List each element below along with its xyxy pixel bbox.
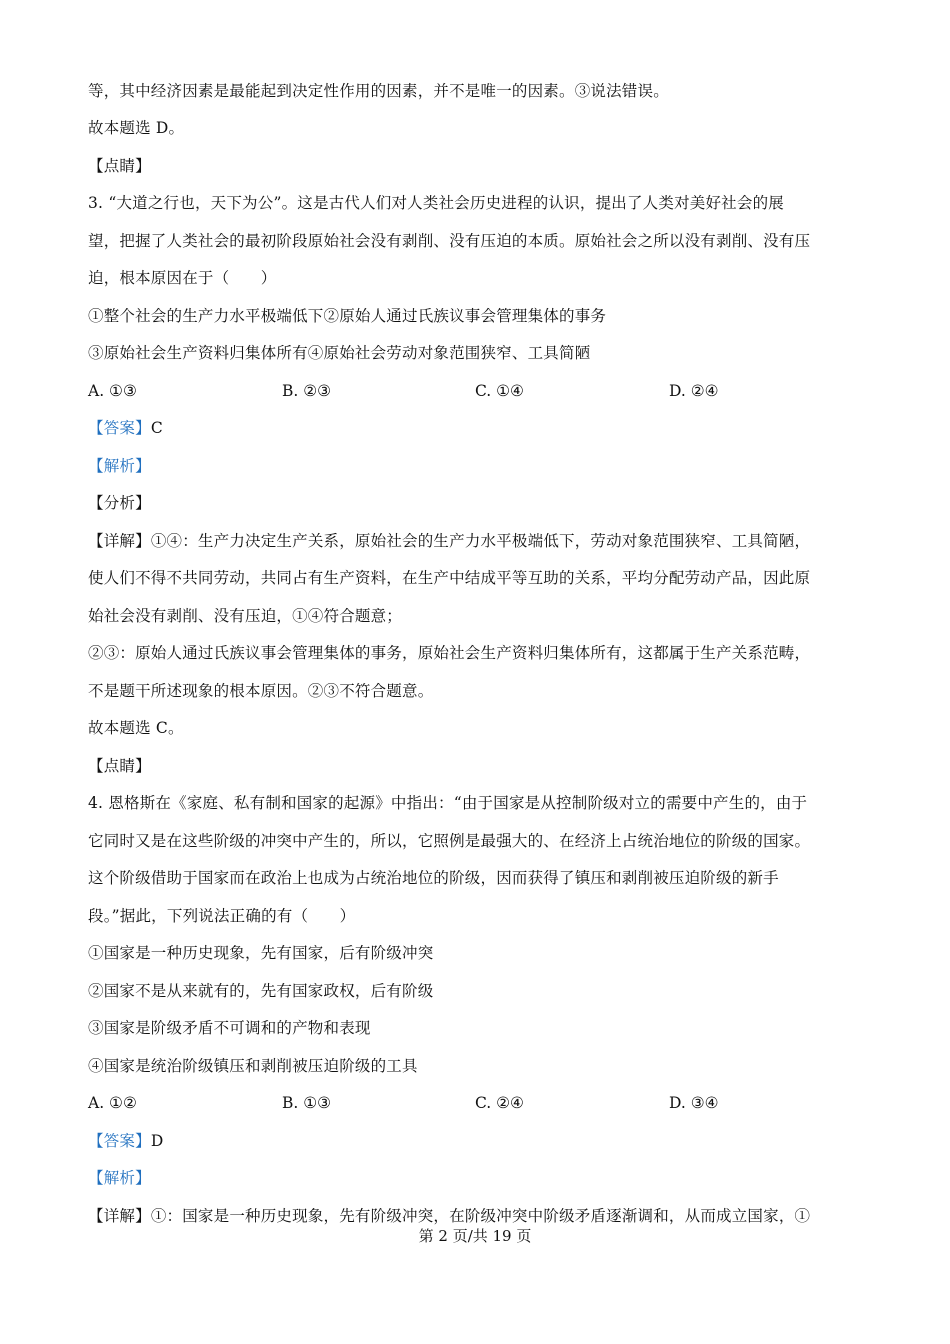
detail-text: 使人们不得不共同劳动，共同占有生产资料，在生产中结成平等互助的关系，平均分配劳动产品，因此原 bbox=[88, 569, 811, 587]
answer-tag: 【答案】 bbox=[88, 419, 151, 437]
fenxi-tag: 【分析】 bbox=[88, 494, 151, 512]
text-line: 故本题选 D。 bbox=[88, 119, 185, 137]
question-4-stem: 段。”据此，下列说法正确的有（ ） bbox=[88, 907, 356, 925]
option-b: B. ①③ bbox=[282, 1094, 332, 1112]
final-answer: 故本题选 C。 bbox=[88, 719, 184, 737]
question-3-stem: 3. “大道之行也，天下为公”。这是古代人们对人类社会历史进程的认识，提出了人类对美好社会的展 bbox=[88, 194, 784, 212]
question-3-stem: 望，把握了人类社会的最初阶段原始社会没有剥削、没有压迫的本质。原始社会之所以没有剥削、没有压 bbox=[88, 232, 811, 250]
detail-text: ①：国家是一种历史现象，先有阶级冲突，在阶级冲突中阶级矛盾逐渐调和，从而成立国家，① bbox=[150, 1207, 811, 1225]
answer-tag: 【答案】 bbox=[88, 1132, 151, 1150]
question-4-stem: 这个阶级借助于国家而在政治上也成为占统治地位的阶级，因而获得了镇压和剥削被压迫阶级的新手 bbox=[88, 869, 779, 887]
option-a: A. ①② bbox=[88, 1094, 137, 1112]
option-c: C. ②④ bbox=[475, 1094, 524, 1112]
answer-line bbox=[88, 417, 163, 439]
question-4-statement: ③国家是阶级矛盾不可调和的产物和表现 bbox=[88, 1019, 371, 1037]
detail-text: 始社会没有剥削、没有压迫，①④符合题意； bbox=[88, 607, 403, 625]
answer-value: C bbox=[150, 419, 163, 437]
question-4-stem: 4. 恩格斯在《家庭、私有制和国家的起源》中指出：“由于国家是从控制阶级对立的需要中产生的，由于 bbox=[88, 794, 808, 812]
detail-tag: 【详解】 bbox=[88, 532, 151, 550]
question-4-statement: ①国家是一种历史现象，先有国家，后有阶级冲突 bbox=[88, 944, 434, 962]
section-label-dianjing: 【点睛】 bbox=[88, 757, 151, 775]
option-b: B. ②③ bbox=[282, 382, 332, 400]
question-3-statement: ③原始社会生产资料归集体所有④原始社会劳动对象范围狭窄、工具简陋 bbox=[88, 344, 591, 362]
option-d: D. ②④ bbox=[669, 382, 719, 400]
analysis-tag: 【解析】 bbox=[88, 1169, 151, 1187]
question-4-statement: ②国家不是从来就有的，先有国家政权，后有阶级 bbox=[88, 982, 434, 1000]
question-3-stem: 迫，根本原因在于（ ） bbox=[88, 269, 277, 287]
question-4-statement: ④国家是统治阶级镇压和剥削被压迫阶级的工具 bbox=[88, 1057, 418, 1075]
question-3-statement: ①整个社会的生产力水平极端低下②原始人通过氏族议事会管理集体的事务 bbox=[88, 307, 607, 325]
detail-line bbox=[88, 530, 810, 552]
detail-line bbox=[88, 1205, 810, 1227]
detail-text: 不是题干所述现象的根本原因。②③不符合题意。 bbox=[88, 682, 434, 700]
option-c: C. ①④ bbox=[475, 382, 524, 400]
detail-tag: 【详解】 bbox=[88, 1207, 151, 1225]
section-label-dianjing: 【点睛】 bbox=[88, 157, 151, 175]
question-4-stem: 它同时又是在这些阶级的冲突中产生的，所以，它照例是最强大的、在经济上占统治地位的阶级的国家。 bbox=[88, 832, 811, 850]
page-footer: 第 2 页/共 19 页 bbox=[418, 1227, 532, 1245]
analysis-tag: 【解析】 bbox=[88, 457, 151, 475]
answer-line bbox=[88, 1130, 163, 1152]
answer-value: D bbox=[150, 1132, 164, 1150]
detail-text: ②③：原始人通过氏族议事会管理集体的事务，原始社会生产资料归集体所有，这都属于生产关系范畴， bbox=[88, 644, 811, 662]
detail-text: ①④：生产力决定生产关系，原始社会的生产力水平极端低下，劳动对象范围狭窄、工具简陋， bbox=[150, 532, 811, 550]
text-line: 等，其中经济因素是最能起到决定性作用的因素，并不是唯一的因素。③说法错误。 bbox=[88, 82, 669, 100]
option-d: D. ③④ bbox=[669, 1094, 719, 1112]
option-a: A. ①③ bbox=[88, 382, 137, 400]
